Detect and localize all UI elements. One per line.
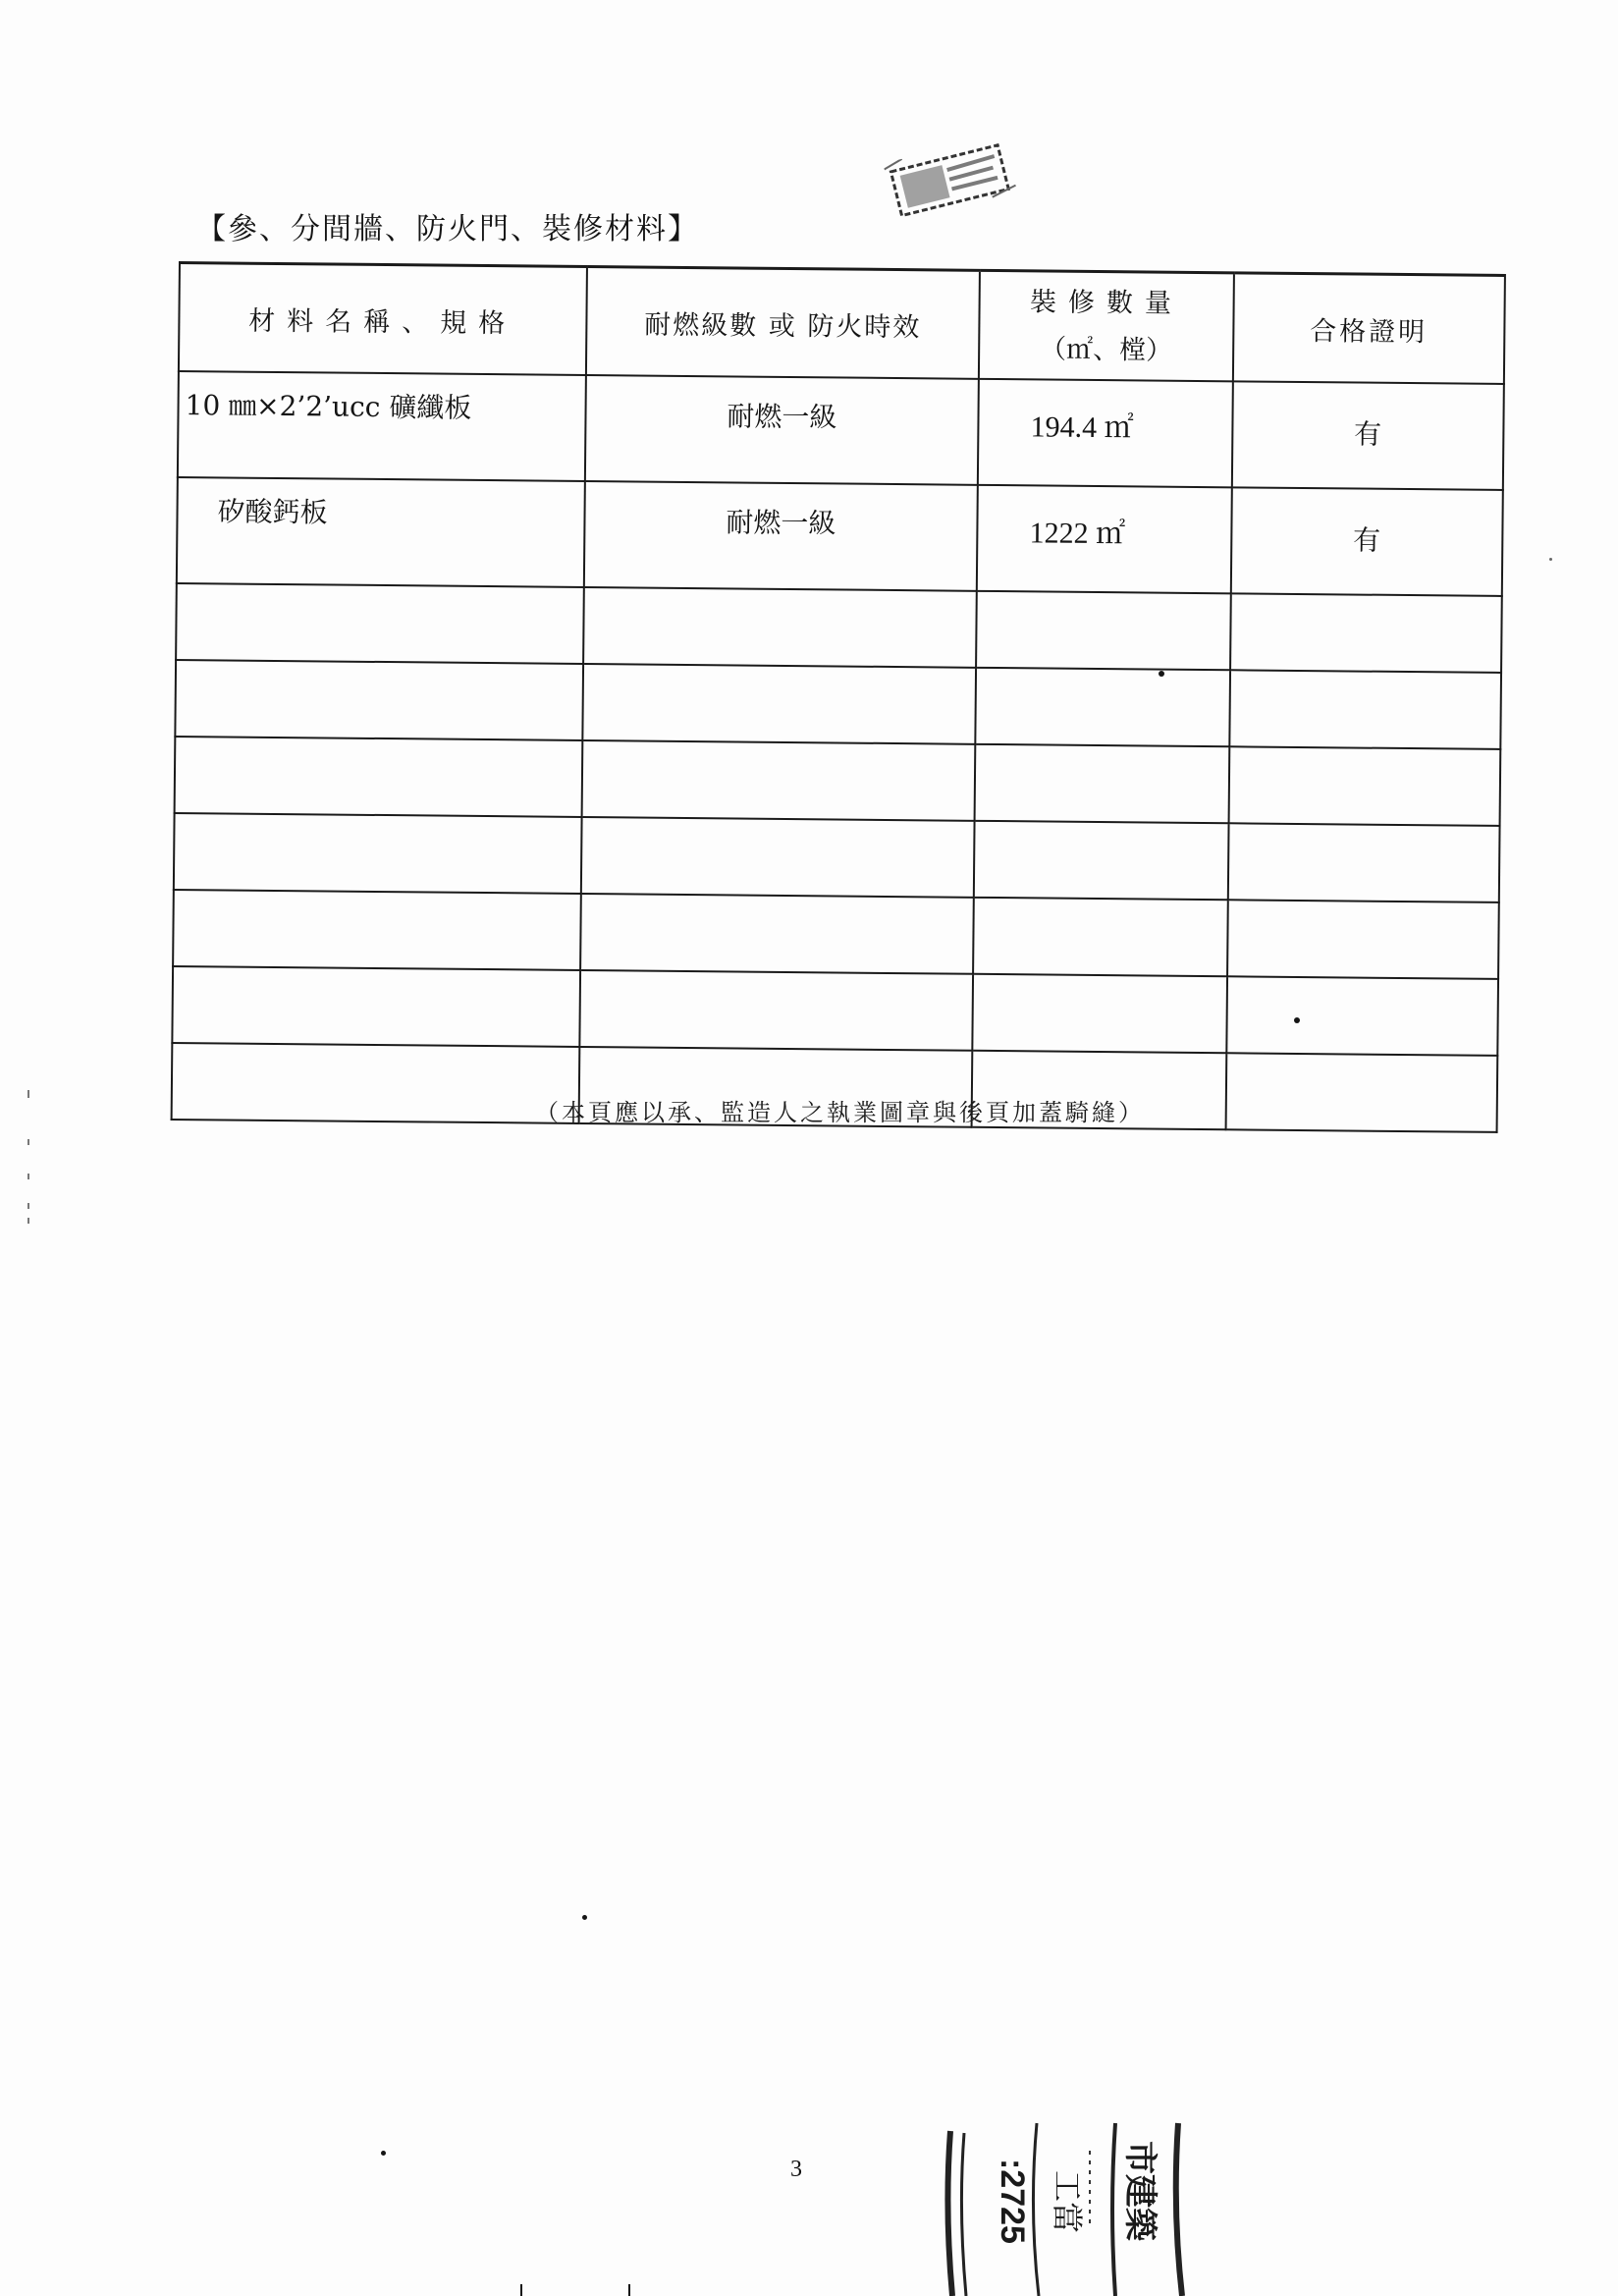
table-row	[178, 371, 1504, 490]
seal-office: 工當	[1049, 2170, 1086, 2234]
seal-number: :2725	[994, 2159, 1031, 2244]
page-number: 3	[790, 2157, 802, 2182]
cell-fire-grade	[582, 664, 976, 744]
section-title: 【參、分間牆、防火門、裝修材料】	[196, 212, 699, 246]
registration-stamp-icon	[883, 133, 1022, 225]
margin-mark	[27, 1090, 29, 1098]
header-quantity	[979, 270, 1233, 381]
cell-quantity	[973, 974, 1227, 1053]
cell-material-name: 矽酸鈣板	[177, 477, 585, 587]
cell-material-name	[175, 737, 582, 817]
cell-certificate: 有	[1230, 487, 1502, 596]
table-row	[172, 966, 1498, 1056]
cell-certificate	[1226, 976, 1498, 1056]
header-quantity-unit: （㎡、樘）	[1039, 334, 1173, 366]
margin-mark	[27, 1139, 29, 1145]
cell-material-name	[173, 890, 580, 970]
scan-speck	[1294, 1017, 1300, 1023]
table-row	[174, 813, 1500, 902]
header-quantity-label: 裝修數量	[1029, 287, 1184, 319]
cell-material-name	[172, 966, 579, 1047]
margin-mark	[27, 1174, 29, 1179]
scan-speck	[381, 2151, 386, 2156]
cell-fire-grade: 耐燃一級	[583, 481, 978, 591]
header-fire-grade: 耐燃級數 或 防火時效	[586, 266, 981, 378]
scan-speck	[582, 1915, 587, 1920]
header-certificate: 合格證明	[1232, 273, 1504, 384]
margin-mark	[27, 1218, 29, 1224]
cell-certificate	[1228, 746, 1500, 826]
cell-quantity	[976, 668, 1230, 746]
table-row	[175, 737, 1501, 826]
table-row	[173, 890, 1499, 979]
scan-speck	[1549, 558, 1552, 561]
cell-quantity	[974, 821, 1228, 900]
cell-material-name: 10 ㎜×2’2’ucc 礦纖板	[178, 371, 586, 481]
cell-certificate	[1229, 670, 1501, 749]
footnote: （本頁應以承、監造人之執業圖章與後頁加蓋騎縫）	[535, 1099, 1145, 1126]
seal-city-architect: 市建築	[1120, 2141, 1160, 2241]
cell-quantity	[975, 744, 1229, 823]
scan-speck	[628, 2284, 630, 2296]
cell-quantity: 194.4 ㎡	[978, 379, 1232, 487]
cell-fire-grade: 耐燃一級	[584, 375, 979, 485]
cell-certificate: 有	[1231, 381, 1503, 490]
cell-quantity	[976, 591, 1230, 670]
margin-mark	[27, 1203, 29, 1209]
cell-fire-grade	[581, 740, 975, 821]
cell-material-name	[175, 660, 582, 740]
table-row	[175, 660, 1501, 749]
cell-certificate	[1230, 593, 1502, 673]
cell-fire-grade	[579, 970, 973, 1051]
scan-speck	[1159, 671, 1164, 677]
cell-material-name	[172, 1043, 579, 1123]
materials-table	[171, 261, 1506, 1133]
cell-fire-grade	[580, 817, 974, 898]
header-material-name: 材料名稱、規格	[179, 263, 587, 375]
cell-fire-grade	[580, 894, 974, 974]
cell-material-name	[174, 813, 581, 894]
cell-quantity	[973, 898, 1227, 976]
table-row	[176, 583, 1502, 673]
cell-material-name	[176, 583, 583, 664]
table-row	[177, 477, 1503, 596]
cell-fire-grade	[583, 587, 977, 668]
architect-seal-icon	[943, 2111, 1188, 2296]
scan-speck	[520, 2284, 522, 2296]
cell-certificate	[1227, 900, 1499, 979]
table-header-row	[179, 263, 1505, 384]
cell-quantity: 1222 ㎡	[977, 485, 1231, 593]
cell-certificate	[1225, 1053, 1497, 1132]
cell-certificate	[1227, 823, 1499, 902]
